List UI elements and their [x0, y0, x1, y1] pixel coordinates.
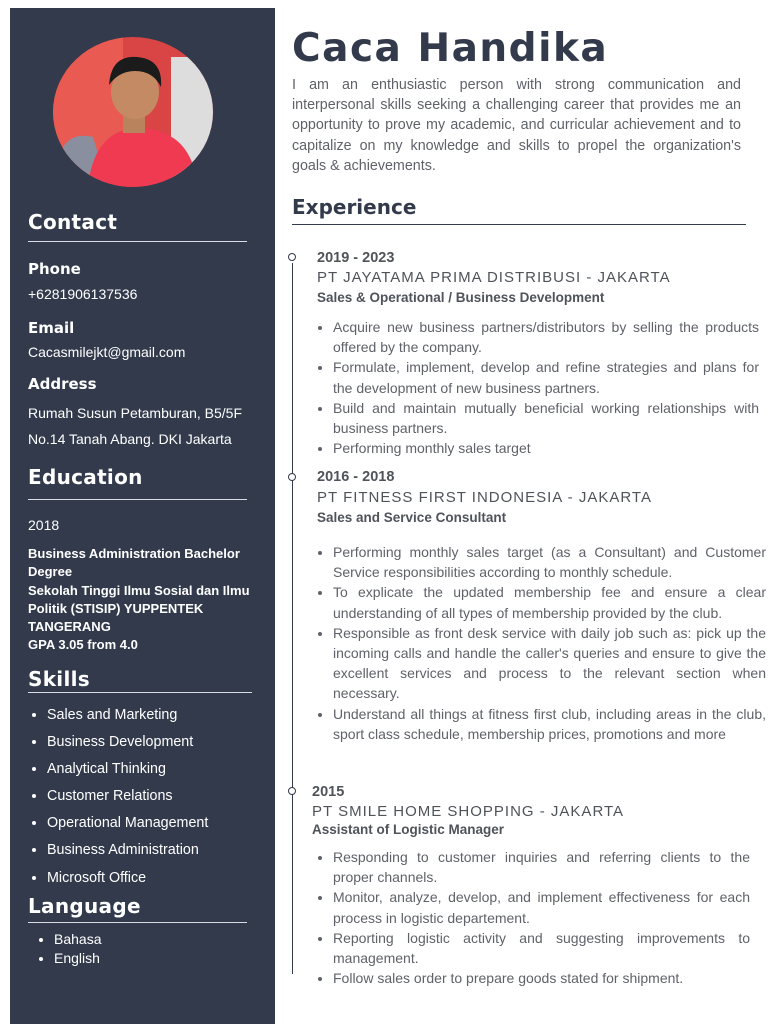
duty-item: • Performing monthly sales target: [333, 438, 759, 458]
duty-item: • Performing monthly sales target (as a Consultant) and Customer Service responsibilities according to monthly schedule.: [333, 542, 766, 582]
experience-divider: [292, 224, 746, 225]
job-role: Sales & Operational / Business Development: [317, 290, 605, 305]
education-details: [28, 545, 260, 655]
skill-item: • Operational Management: [47, 813, 208, 840]
email-label: Email: [28, 319, 75, 337]
duty-item: • To explicate the updated membership fee and ensure a clear understanding of all types of membership provided by the club.: [333, 582, 766, 622]
education-heading: Education: [28, 465, 143, 489]
job-company: PT JAYATAMA PRIMA DISTRIBUSI - JAKARTA: [317, 269, 671, 286]
experience-heading: Experience: [292, 195, 417, 219]
job-role: Assistant of Logistic Manager: [312, 822, 505, 837]
job-years: 2016 - 2018: [317, 469, 395, 485]
address-line-2: No.14 Tanah Abang. DKI Jakarta: [28, 431, 232, 447]
job-duties: [317, 542, 766, 744]
timeline-line: [292, 263, 293, 974]
skill-item: • Business Administration: [47, 840, 208, 867]
job-company: PT FITNESS FIRST INDONESIA - JAKARTA: [317, 489, 652, 506]
sidebar: [10, 8, 275, 1024]
language-divider: [28, 922, 247, 923]
job-duties: [317, 317, 759, 458]
language-list: [36, 930, 101, 968]
education-line: Politik (STISIP) YUPPENTEK: [28, 600, 204, 616]
job-role: Sales and Service Consultant: [317, 510, 507, 525]
address-line-1: Rumah Susun Petamburan, B5/5F: [28, 405, 243, 421]
duty-item: • Monitor, analyze, develop, and implement effectiveness for each process in logistic departement.: [333, 887, 750, 927]
timeline-dot: [288, 787, 296, 795]
contact-divider: [28, 241, 247, 242]
skill-item: • Microsoft Office: [47, 868, 208, 895]
education-line: GPA 3.05 from 4.0: [28, 637, 138, 653]
education-line: Business Administration Bachelor: [28, 546, 240, 561]
job-company: PT SMILE HOME SHOPPING - JAKARTA: [312, 803, 625, 820]
education-divider: [28, 499, 247, 500]
education-line: Sekolah Tinggi Ilmu Sosial dan Ilmu: [28, 582, 250, 598]
language-heading: Language: [28, 894, 141, 918]
duty-item: • Responsible as front desk service with daily job such as: pick up the incoming calls and handle the caller's queries and ensure to give the excellent services and process to the relevant section when necessary.: [333, 623, 766, 704]
address-label: Address: [28, 375, 97, 393]
education-year: 2018: [28, 517, 60, 533]
skill-item: • Sales and Marketing: [47, 705, 208, 732]
skills-divider: [28, 692, 252, 693]
timeline-dot: [288, 253, 296, 261]
duty-item: • Build and maintain mutually beneficial working relationships with business partners.: [333, 398, 759, 438]
job-years: 2015: [312, 784, 345, 800]
skill-item: • Customer Relations: [47, 786, 208, 813]
duty-item: • Follow sales order to prepare goods stated for shipment.: [333, 968, 750, 988]
contact-heading: Contact: [28, 210, 118, 234]
profile-photo: [53, 37, 213, 187]
timeline-dot: [288, 473, 296, 481]
job-years: 2019 - 2023: [317, 250, 395, 266]
skills-list: [28, 705, 208, 895]
candidate-name: Caca Handika: [292, 26, 609, 71]
profile-photo-image: [53, 37, 213, 187]
skills-heading: Skills: [28, 667, 90, 691]
language-item: • English: [54, 949, 101, 968]
duty-item: • Understand all things at fitness first club, including areas in the club, sport class schedule, membership prices, promotions and more: [333, 704, 766, 744]
duty-item: • Reporting logistic activity and suggesting improvements to management.: [333, 928, 750, 968]
phone-value: +6281906137536: [28, 286, 138, 302]
phone-label: Phone: [28, 260, 81, 278]
duty-item: • Responding to customer inquiries and referring clients to the proper channels.: [333, 847, 750, 887]
skill-item: • Analytical Thinking: [47, 759, 208, 786]
duty-item: • Formulate, implement, develop and refine strategies and plans for the development of new business partners.: [333, 357, 759, 397]
education-line: Degree: [28, 564, 73, 580]
job-duties: [317, 847, 750, 988]
duty-item: • Acquire new business partners/distributors by selling the products offered by the company.: [333, 317, 759, 357]
email-value: Cacasmilejkt@gmail.com: [28, 344, 186, 360]
skill-item: • Business Development: [47, 732, 208, 759]
education-line: TANGERANG: [28, 619, 111, 635]
language-item: • Bahasa: [54, 930, 101, 949]
profile-summary: I am an enthusiastic person with strong communication and interpersonal skills seeking a challenging career that provides me an opportunity to prove my academic, and curricular achievement and to capitalize on my knowledge and skills to propel the organization's goals & achievements.: [292, 77, 741, 174]
